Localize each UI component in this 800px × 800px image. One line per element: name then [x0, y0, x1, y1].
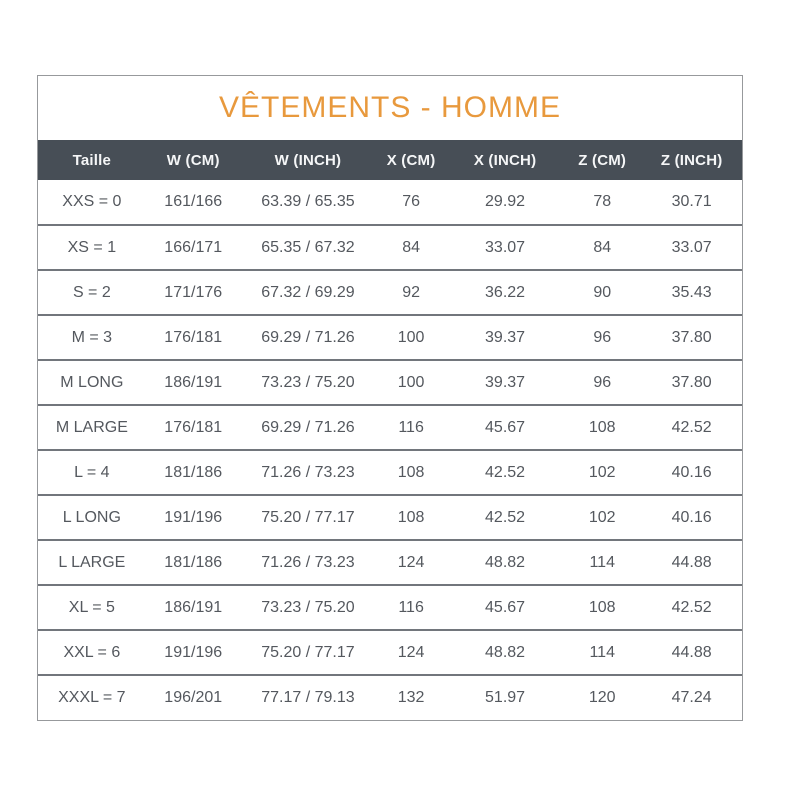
size-label-cell: M = 3: [38, 315, 146, 360]
measurement-cell: 102: [563, 495, 641, 540]
measurement-cell: 29.92: [485, 193, 526, 210]
table-row: [38, 360, 742, 405]
measurement-cell: 120: [563, 675, 641, 720]
measurement-cell: 114: [563, 540, 641, 585]
table-row: [38, 405, 742, 450]
measurement-cell: 124: [375, 540, 447, 585]
measurement-cell: 116: [375, 405, 447, 450]
column-header: W (INCH): [241, 140, 375, 180]
header-row: [38, 140, 742, 180]
measurement-cell: 78: [593, 193, 612, 210]
measurement-cell: 196/201: [146, 675, 241, 720]
column-header: Z (CM): [563, 140, 641, 180]
measurement-cell: 161/166: [164, 193, 223, 210]
measurement-cell: 69.29 / 71.26: [241, 315, 375, 360]
measurement-cell: 102: [563, 450, 641, 495]
size-chart-panel: [37, 75, 743, 721]
size-label-cell: XXXL = 7: [38, 675, 146, 720]
page-title: VÊTEMENTS - HOMME: [218, 91, 561, 124]
size-label-cell: XXL = 6: [38, 630, 146, 675]
size-label-cell: L = 4: [38, 450, 146, 495]
measurement-cell: 176/181: [146, 315, 241, 360]
measurement-cell: 47.24: [641, 675, 742, 720]
measurement-cell: 63.39 / 65.35: [261, 193, 355, 210]
table-row: [38, 315, 742, 360]
measurement-cell: 92: [375, 270, 447, 315]
measurement-cell: 75.20 / 77.17: [241, 630, 375, 675]
measurement-cell: 30.71: [671, 193, 712, 210]
size-label-cell: S = 2: [38, 270, 146, 315]
measurement-cell: 73.23 / 75.20: [241, 585, 375, 630]
column-header: Taille: [38, 140, 146, 180]
size-label-cell: L LARGE: [38, 540, 146, 585]
measurement-cell: 96: [563, 360, 641, 405]
measurement-cell: 51.97: [447, 675, 563, 720]
measurement-cell: 108: [375, 495, 447, 540]
table-row: [38, 540, 742, 585]
measurement-cell: 48.82: [447, 630, 563, 675]
measurement-cell: 100: [375, 360, 447, 405]
measurement-cell: 124: [375, 630, 447, 675]
measurement-cell: 48.82: [447, 540, 563, 585]
measurement-cell: 108: [563, 405, 641, 450]
measurement-cell: 37.80: [641, 360, 742, 405]
measurement-cell: 132: [375, 675, 447, 720]
measurement-cell: 44.88: [641, 630, 742, 675]
size-label-cell: XL = 5: [38, 585, 146, 630]
size-label-cell: XS = 1: [38, 225, 146, 270]
measurement-cell: 191/196: [146, 630, 241, 675]
measurement-cell: 116: [375, 585, 447, 630]
measurement-cell: 42.52: [447, 450, 563, 495]
measurement-cell: 67.32 / 69.29: [241, 270, 375, 315]
table-row: [38, 630, 742, 675]
measurement-cell: 75.20 / 77.17: [241, 495, 375, 540]
measurement-cell: 84: [375, 225, 447, 270]
measurement-cell: 33.07: [641, 225, 742, 270]
measurement-cell: 176/181: [146, 405, 241, 450]
measurement-cell: 37.80: [641, 315, 742, 360]
column-header: X (CM): [375, 140, 447, 180]
measurement-cell: 108: [375, 450, 447, 495]
measurement-cell: 39.37: [447, 315, 563, 360]
measurement-cell: 45.67: [447, 405, 563, 450]
measurement-cell: 45.67: [447, 585, 563, 630]
measurement-cell: 73.23 / 75.20: [241, 360, 375, 405]
measurement-cell: 40.16: [641, 495, 742, 540]
table-row: [38, 585, 742, 630]
table-row: [38, 225, 742, 270]
column-header: W (CM): [146, 140, 241, 180]
table-row: [38, 450, 742, 495]
measurement-cell: 69.29 / 71.26: [241, 405, 375, 450]
size-label-cell: M LONG: [38, 360, 146, 405]
measurement-cell: 166/171: [146, 225, 241, 270]
measurement-cell: 71.26 / 73.23: [241, 540, 375, 585]
measurement-cell: 90: [563, 270, 641, 315]
measurement-cell: 39.37: [447, 360, 563, 405]
measurement-cell: 42.52: [447, 495, 563, 540]
table-row: [38, 270, 742, 315]
measurement-cell: 42.52: [641, 585, 742, 630]
table-row: [38, 180, 742, 225]
column-header: Z (INCH): [641, 140, 742, 180]
measurement-cell: 186/191: [146, 360, 241, 405]
measurement-cell: 76: [402, 193, 420, 210]
measurement-cell: 42.52: [641, 405, 742, 450]
size-table: [38, 140, 742, 720]
measurement-cell: 77.17 / 79.13: [241, 675, 375, 720]
size-label-cell: XXS = 0: [62, 193, 122, 210]
measurement-cell: 44.88: [641, 540, 742, 585]
table-row: [38, 675, 742, 720]
measurement-cell: 96: [563, 315, 641, 360]
measurement-cell: 71.26 / 73.23: [241, 450, 375, 495]
table-row: [38, 495, 742, 540]
measurement-cell: 36.22: [447, 270, 563, 315]
measurement-cell: 40.16: [641, 450, 742, 495]
measurement-cell: 108: [563, 585, 641, 630]
measurement-cell: 191/196: [146, 495, 241, 540]
measurement-cell: 33.07: [447, 225, 563, 270]
measurement-cell: 100: [375, 315, 447, 360]
column-header: X (INCH): [447, 140, 563, 180]
measurement-cell: 65.35 / 67.32: [241, 225, 375, 270]
table-body: [38, 180, 742, 720]
measurement-cell: 114: [563, 630, 641, 675]
measurement-cell: 181/186: [146, 450, 241, 495]
measurement-cell: 171/176: [146, 270, 241, 315]
measurement-cell: 35.43: [641, 270, 742, 315]
measurement-cell: 181/186: [146, 540, 241, 585]
measurement-cell: 186/191: [146, 585, 241, 630]
measurement-cell: 84: [563, 225, 641, 270]
size-label-cell: M LARGE: [38, 405, 146, 450]
size-label-cell: L LONG: [38, 495, 146, 540]
